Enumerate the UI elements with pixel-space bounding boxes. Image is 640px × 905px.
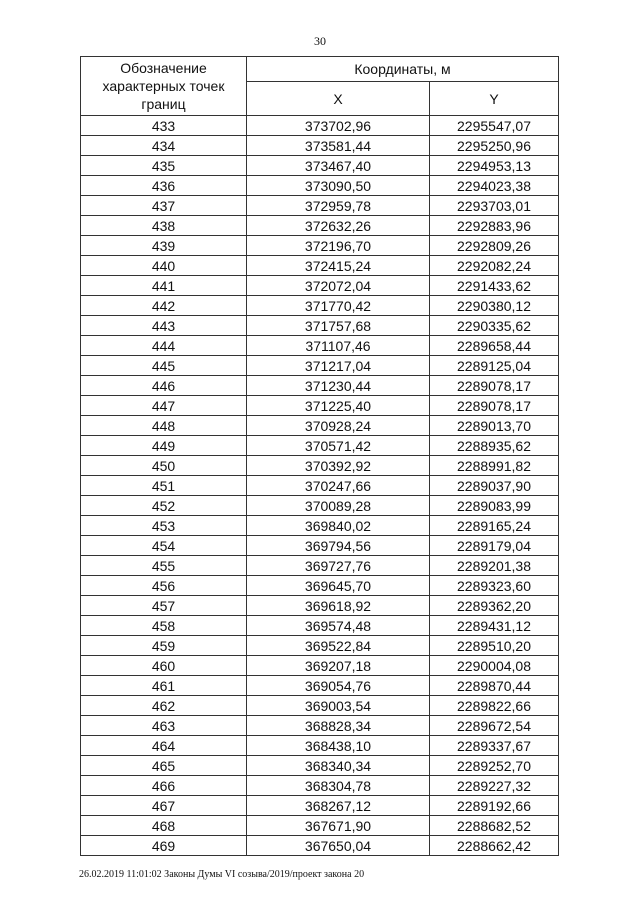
table-row <box>81 816 559 836</box>
table-row <box>81 236 559 256</box>
x-coordinate-cell: 370928,24 <box>247 416 430 436</box>
y-coordinate-cell: 2288935,62 <box>430 436 559 456</box>
y-coordinate-cell: 2292809,26 <box>430 236 559 256</box>
point-number-cell: 439 <box>81 236 247 256</box>
x-coordinate-cell: 372415,24 <box>247 256 430 276</box>
header-x: X <box>247 82 430 116</box>
y-coordinate-cell: 2289252,70 <box>430 756 559 776</box>
point-number-cell: 434 <box>81 136 247 156</box>
point-number-cell: 453 <box>81 516 247 536</box>
table-row <box>81 796 559 816</box>
x-coordinate-cell: 371225,40 <box>247 396 430 416</box>
x-coordinate-cell: 369618,92 <box>247 596 430 616</box>
table-row <box>81 636 559 656</box>
y-coordinate-cell: 2289822,66 <box>430 696 559 716</box>
point-number-cell: 441 <box>81 276 247 296</box>
y-coordinate-cell: 2288991,82 <box>430 456 559 476</box>
x-coordinate-cell: 372072,04 <box>247 276 430 296</box>
x-coordinate-cell: 373702,96 <box>247 116 430 136</box>
point-number-cell: 464 <box>81 736 247 756</box>
table-row <box>81 676 559 696</box>
point-number-cell: 442 <box>81 296 247 316</box>
y-coordinate-cell: 2289192,66 <box>430 796 559 816</box>
header-coordinates: Координаты, м <box>247 57 559 82</box>
table-row <box>81 656 559 676</box>
point-number-cell: 447 <box>81 396 247 416</box>
y-coordinate-cell: 2289431,12 <box>430 616 559 636</box>
x-coordinate-cell: 371217,04 <box>247 356 430 376</box>
point-number-cell: 469 <box>81 836 247 856</box>
table-row <box>81 356 559 376</box>
x-coordinate-cell: 370089,28 <box>247 496 430 516</box>
x-coordinate-cell: 369574,48 <box>247 616 430 636</box>
point-number-cell: 443 <box>81 316 247 336</box>
table-row <box>81 256 559 276</box>
x-coordinate-cell: 372196,70 <box>247 236 430 256</box>
y-coordinate-cell: 2289078,17 <box>430 396 559 416</box>
table-row <box>81 696 559 716</box>
table-row <box>81 176 559 196</box>
table-row <box>81 136 559 156</box>
table-row <box>81 736 559 756</box>
y-coordinate-cell: 2289870,44 <box>430 676 559 696</box>
x-coordinate-cell: 369840,02 <box>247 516 430 536</box>
table-body <box>81 116 559 856</box>
x-coordinate-cell: 367650,04 <box>247 836 430 856</box>
page-number: 30 <box>314 34 326 48</box>
y-coordinate-cell: 2292082,24 <box>430 256 559 276</box>
point-number-cell: 457 <box>81 596 247 616</box>
table-row <box>81 556 559 576</box>
table-row <box>81 156 559 176</box>
table-row <box>81 776 559 796</box>
table-row <box>81 296 559 316</box>
y-coordinate-cell: 2293703,01 <box>430 196 559 216</box>
y-coordinate-cell: 2289227,32 <box>430 776 559 796</box>
y-coordinate-cell: 2288662,42 <box>430 836 559 856</box>
table-row <box>81 396 559 416</box>
table-row <box>81 536 559 556</box>
point-number-cell: 440 <box>81 256 247 276</box>
x-coordinate-cell: 369522,84 <box>247 636 430 656</box>
point-number-cell: 449 <box>81 436 247 456</box>
point-number-cell: 468 <box>81 816 247 836</box>
y-coordinate-cell: 2290335,62 <box>430 316 559 336</box>
x-coordinate-cell: 371107,46 <box>247 336 430 356</box>
x-coordinate-cell: 369207,18 <box>247 656 430 676</box>
x-coordinate-cell: 369727,76 <box>247 556 430 576</box>
point-number-cell: 444 <box>81 336 247 356</box>
point-number-cell: 433 <box>81 116 247 136</box>
header-designation: Обозначение характерных точек границ <box>81 57 247 116</box>
point-number-cell: 452 <box>81 496 247 516</box>
table-row <box>81 316 559 336</box>
x-coordinate-cell: 372959,78 <box>247 196 430 216</box>
point-number-cell: 436 <box>81 176 247 196</box>
point-number-cell: 456 <box>81 576 247 596</box>
y-coordinate-cell: 2289323,60 <box>430 576 559 596</box>
table-row <box>81 476 559 496</box>
x-coordinate-cell: 370571,42 <box>247 436 430 456</box>
table-row <box>81 716 559 736</box>
footer-text: 26.02.2019 11:01:02 Законы Думы VI созыва/2019/проект закона 20 <box>79 869 365 880</box>
point-number-cell: 435 <box>81 156 247 176</box>
point-number-cell: 451 <box>81 476 247 496</box>
point-number-cell: 446 <box>81 376 247 396</box>
table-row <box>81 376 559 396</box>
x-coordinate-cell: 371770,42 <box>247 296 430 316</box>
y-coordinate-cell: 2289037,90 <box>430 476 559 496</box>
point-number-cell: 460 <box>81 656 247 676</box>
coordinates-table <box>80 56 559 856</box>
y-coordinate-cell: 2289510,20 <box>430 636 559 656</box>
x-coordinate-cell: 369054,76 <box>247 676 430 696</box>
point-number-cell: 466 <box>81 776 247 796</box>
point-number-cell: 458 <box>81 616 247 636</box>
y-coordinate-cell: 2294023,38 <box>430 176 559 196</box>
table-row <box>81 196 559 216</box>
x-coordinate-cell: 373581,44 <box>247 136 430 156</box>
x-coordinate-cell: 373467,40 <box>247 156 430 176</box>
y-coordinate-cell: 2289083,99 <box>430 496 559 516</box>
y-coordinate-cell: 2289125,04 <box>430 356 559 376</box>
table-row <box>81 516 559 536</box>
point-number-cell: 448 <box>81 416 247 436</box>
table-row <box>81 276 559 296</box>
point-number-cell: 455 <box>81 556 247 576</box>
x-coordinate-cell: 369645,70 <box>247 576 430 596</box>
y-coordinate-cell: 2289165,24 <box>430 516 559 536</box>
table-row <box>81 416 559 436</box>
y-coordinate-cell: 2295547,07 <box>430 116 559 136</box>
y-coordinate-cell: 2289179,04 <box>430 536 559 556</box>
table-row <box>81 836 559 856</box>
table-row <box>81 576 559 596</box>
x-coordinate-cell: 370392,92 <box>247 456 430 476</box>
table-row <box>81 596 559 616</box>
table-row <box>81 116 559 136</box>
x-coordinate-cell: 368340,34 <box>247 756 430 776</box>
x-coordinate-cell: 367671,90 <box>247 816 430 836</box>
table-row <box>81 756 559 776</box>
x-coordinate-cell: 373090,50 <box>247 176 430 196</box>
point-number-cell: 467 <box>81 796 247 816</box>
x-coordinate-cell: 368267,12 <box>247 796 430 816</box>
point-number-cell: 438 <box>81 216 247 236</box>
table-row <box>81 436 559 456</box>
y-coordinate-cell: 2289337,67 <box>430 736 559 756</box>
table-row <box>81 456 559 476</box>
y-coordinate-cell: 2292883,96 <box>430 216 559 236</box>
y-coordinate-cell: 2291433,62 <box>430 276 559 296</box>
y-coordinate-cell: 2289658,44 <box>430 336 559 356</box>
point-number-cell: 462 <box>81 696 247 716</box>
table-row <box>81 216 559 236</box>
point-number-cell: 465 <box>81 756 247 776</box>
table-row <box>81 496 559 516</box>
point-number-cell: 437 <box>81 196 247 216</box>
point-number-cell: 450 <box>81 456 247 476</box>
y-coordinate-cell: 2289672,54 <box>430 716 559 736</box>
point-number-cell: 445 <box>81 356 247 376</box>
y-coordinate-cell: 2288682,52 <box>430 816 559 836</box>
y-coordinate-cell: 2289201,38 <box>430 556 559 576</box>
y-coordinate-cell: 2290380,12 <box>430 296 559 316</box>
x-coordinate-cell: 371757,68 <box>247 316 430 336</box>
y-coordinate-cell: 2290004,08 <box>430 656 559 676</box>
y-coordinate-cell: 2294953,13 <box>430 156 559 176</box>
table-row <box>81 336 559 356</box>
x-coordinate-cell: 369794,56 <box>247 536 430 556</box>
x-coordinate-cell: 368438,10 <box>247 736 430 756</box>
y-coordinate-cell: 2295250,96 <box>430 136 559 156</box>
point-number-cell: 459 <box>81 636 247 656</box>
header-y: Y <box>430 82 559 116</box>
x-coordinate-cell: 369003,54 <box>247 696 430 716</box>
point-number-cell: 463 <box>81 716 247 736</box>
x-coordinate-cell: 368304,78 <box>247 776 430 796</box>
point-number-cell: 454 <box>81 536 247 556</box>
y-coordinate-cell: 2289362,20 <box>430 596 559 616</box>
point-number-cell: 461 <box>81 676 247 696</box>
x-coordinate-cell: 368828,34 <box>247 716 430 736</box>
x-coordinate-cell: 371230,44 <box>247 376 430 396</box>
y-coordinate-cell: 2289078,17 <box>430 376 559 396</box>
table-row <box>81 616 559 636</box>
x-coordinate-cell: 370247,66 <box>247 476 430 496</box>
x-coordinate-cell: 372632,26 <box>247 216 430 236</box>
y-coordinate-cell: 2289013,70 <box>430 416 559 436</box>
